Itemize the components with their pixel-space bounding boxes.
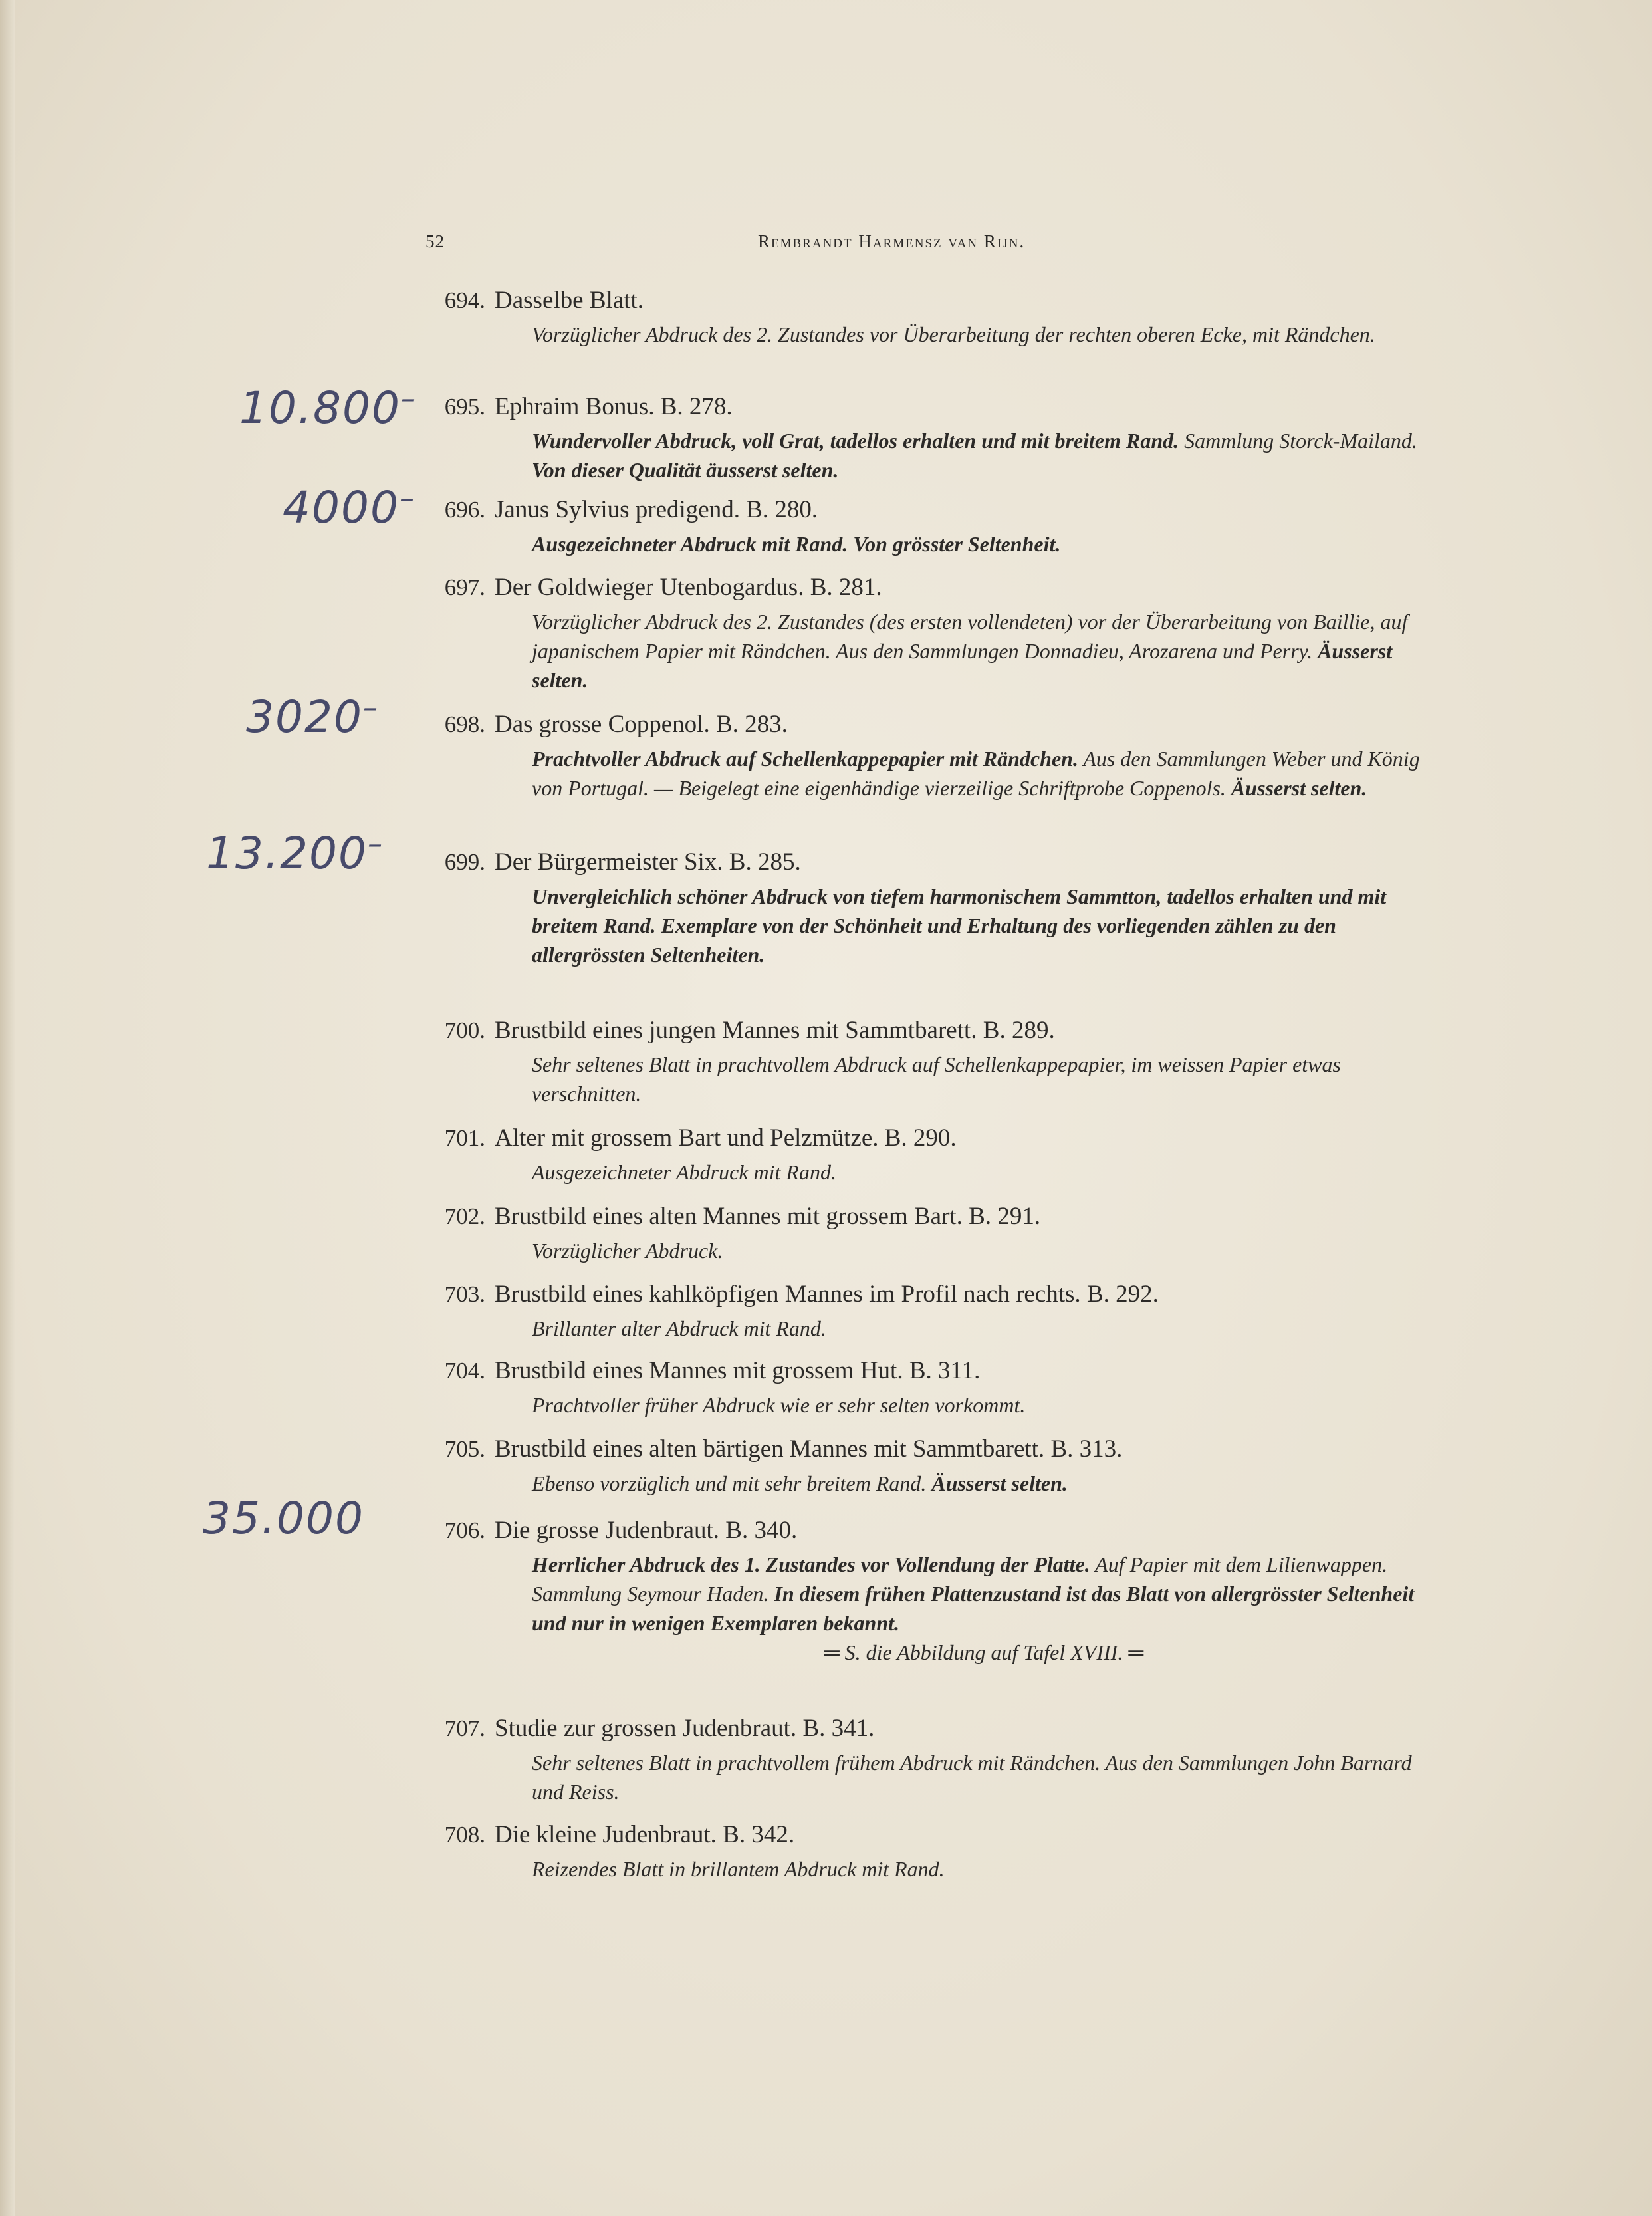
handwritten-price-698: 3020– — [246, 691, 379, 743]
entry-description: Wundervoller Abdruck, voll Grat, tadellos erhalten und mit breitem Rand. Sammlung Storck-Mailand. Von dieser Qualität äusserst selten. — [532, 429, 1417, 482]
entry-title: Alter mit grossem Bart und Pelzmütze. B. 290. — [495, 1124, 957, 1152]
catalog-entry — [406, 286, 1436, 349]
page-fold-shadow — [0, 0, 15, 2216]
entry-description: Vorzüglicher Abdruck. — [532, 1239, 723, 1263]
catalog-entry — [406, 1714, 1436, 1806]
entry-number: 703. — [444, 1281, 485, 1307]
entry-description: Vorzüglicher Abdruck des 2. Zustandes (des ersten vollendeten) vor der Überarbeitung von Baillie, auf japanischem Papier mit Rändchen. Aus den Sammlungen Donnadieu, Arozarena und Perry. Äusserst selten. — [532, 610, 1408, 692]
entry-number: 698. — [444, 711, 485, 737]
catalog-entry — [406, 1820, 1436, 1884]
entry-description: Prachtvoller früher Abdruck wie er sehr selten vorkommt. — [532, 1393, 1026, 1417]
running-head — [425, 231, 1104, 258]
entry-number: 701. — [444, 1125, 485, 1151]
catalog-entry — [406, 1435, 1436, 1498]
catalog-entry — [406, 1516, 1436, 1667]
catalog-entry — [406, 392, 1436, 485]
entry-number: 699. — [444, 849, 485, 875]
entry-number: 706. — [444, 1517, 485, 1543]
entry-description: Ebenso vorzüglich und mit sehr breitem Rand. Äusserst selten. — [532, 1471, 1068, 1495]
handwritten-price-699: 13.200– — [206, 827, 384, 879]
entry-title: Dasselbe Blatt. — [495, 287, 644, 314]
catalog-entry — [406, 1124, 1436, 1187]
entry-number: 702. — [444, 1203, 485, 1229]
entry-description: Brillanter alter Abdruck mit Rand. — [532, 1316, 826, 1340]
entry-description: Reizendes Blatt in brillantem Abdruck mit Rand. — [532, 1857, 945, 1881]
entry-title: Die kleine Judenbraut. B. 342. — [495, 1821, 795, 1848]
catalog-entry — [406, 495, 1436, 558]
catalog-entry — [406, 1016, 1436, 1108]
page-number: 52 — [425, 231, 445, 251]
entry-title: Janus Sylvius predigend. B. 280. — [495, 496, 818, 523]
entry-number: 704. — [444, 1358, 485, 1384]
entry-title: Der Goldwieger Utenbogardus. B. 281. — [495, 574, 882, 601]
entry-description: Unvergleichlich schöner Abdruck von tiefem harmonischem Sammtton, tadellos erhalten und mit breitem Rand. Exemplare von der Schönheit und Erhaltung des vorliegenden zählen zu den allergrössten Seltenheiten. — [532, 884, 1387, 967]
entry-title: Der Bürgermeister Six. B. 285. — [495, 848, 801, 876]
catalog-entry — [406, 848, 1436, 969]
entry-number: 694. — [444, 287, 485, 313]
handwritten-price-695: 10.800– — [239, 382, 417, 433]
entry-title: Brustbild eines kahlköpfigen Mannes im Profil nach rechts. B. 292. — [495, 1281, 1159, 1308]
entry-number: 696. — [444, 497, 485, 523]
catalog-entry — [406, 1280, 1436, 1343]
entry-title: Ephraim Bonus. B. 278. — [495, 393, 733, 420]
entry-description: Prachtvoller Abdruck auf Schellenkappepapier mit Rändchen. Aus den Sammlungen Weber und König von Portugal. — Beigelegt eine eigenhändige vierzeilige Schriftprobe Coppenols. Äusserst selten. — [532, 747, 1420, 800]
entry-title: Brustbild eines jungen Mannes mit Sammtbarett. B. 289. — [495, 1017, 1055, 1044]
running-title: Rembrandt Harmensz van Rijn. — [758, 231, 1026, 251]
entry-number: 707. — [444, 1715, 485, 1741]
entry-description: Sehr seltenes Blatt in prachtvollem Abdruck auf Schellenkappepapier, im weissen Papier etwas verschnitten. — [532, 1052, 1341, 1106]
entry-title: Brustbild eines Mannes mit grossem Hut. B. 311. — [495, 1357, 981, 1384]
entry-description: Herrlicher Abdruck des 1. Zustandes vor Vollendung der Platte. Auf Papier mit dem Lilienwappen. Sammlung Seymour Haden. In diesem frühen Plattenzustand ist das Blatt von allergrösster Seltenheit und nur in wenigen Exemplaren bekannt. ═ S. die Abbildung auf Tafel XVIII. ═ — [532, 1550, 1436, 1667]
entry-description: Ausgezeichneter Abdruck mit Rand. — [532, 1160, 836, 1184]
plate-reference: ═ S. die Abbildung auf Tafel XVIII. ═ — [824, 1640, 1143, 1664]
entry-number: 705. — [444, 1436, 485, 1462]
catalog-entry — [406, 1202, 1436, 1265]
entry-description: Ausgezeichneter Abdruck mit Rand. Von grösster Seltenheit. — [532, 532, 1061, 556]
catalog-entry — [406, 573, 1436, 695]
entry-number: 700. — [444, 1017, 485, 1043]
entry-description: Sehr seltenes Blatt in prachtvollem frühem Abdruck mit Rändchen. Aus den Sammlungen John Barnard und Reiss. — [532, 1751, 1412, 1804]
catalog-entry — [406, 1356, 1436, 1419]
handwritten-price-696: 4000– — [283, 481, 415, 533]
entry-title: Das grosse Coppenol. B. 283. — [495, 711, 788, 738]
entry-number: 697. — [444, 574, 485, 600]
entry-title: Brustbild eines alten Mannes mit grossem Bart. B. 291. — [495, 1203, 1041, 1230]
entry-title: Die grosse Judenbraut. B. 340. — [495, 1517, 798, 1544]
entry-title: Brustbild eines alten bärtigen Mannes mit Sammtbarett. B. 313. — [495, 1435, 1123, 1463]
entry-number: 708. — [444, 1822, 485, 1848]
entry-description: Vorzüglicher Abdruck des 2. Zustandes vor Überarbeitung der rechten oberen Ecke, mit Rändchen. — [532, 322, 1375, 346]
entry-title: Studie zur grossen Judenbraut. B. 341. — [495, 1715, 875, 1742]
entry-number: 695. — [444, 394, 485, 420]
handwritten-price-706: 35.000 — [203, 1493, 364, 1544]
catalog-entry — [406, 710, 1436, 802]
